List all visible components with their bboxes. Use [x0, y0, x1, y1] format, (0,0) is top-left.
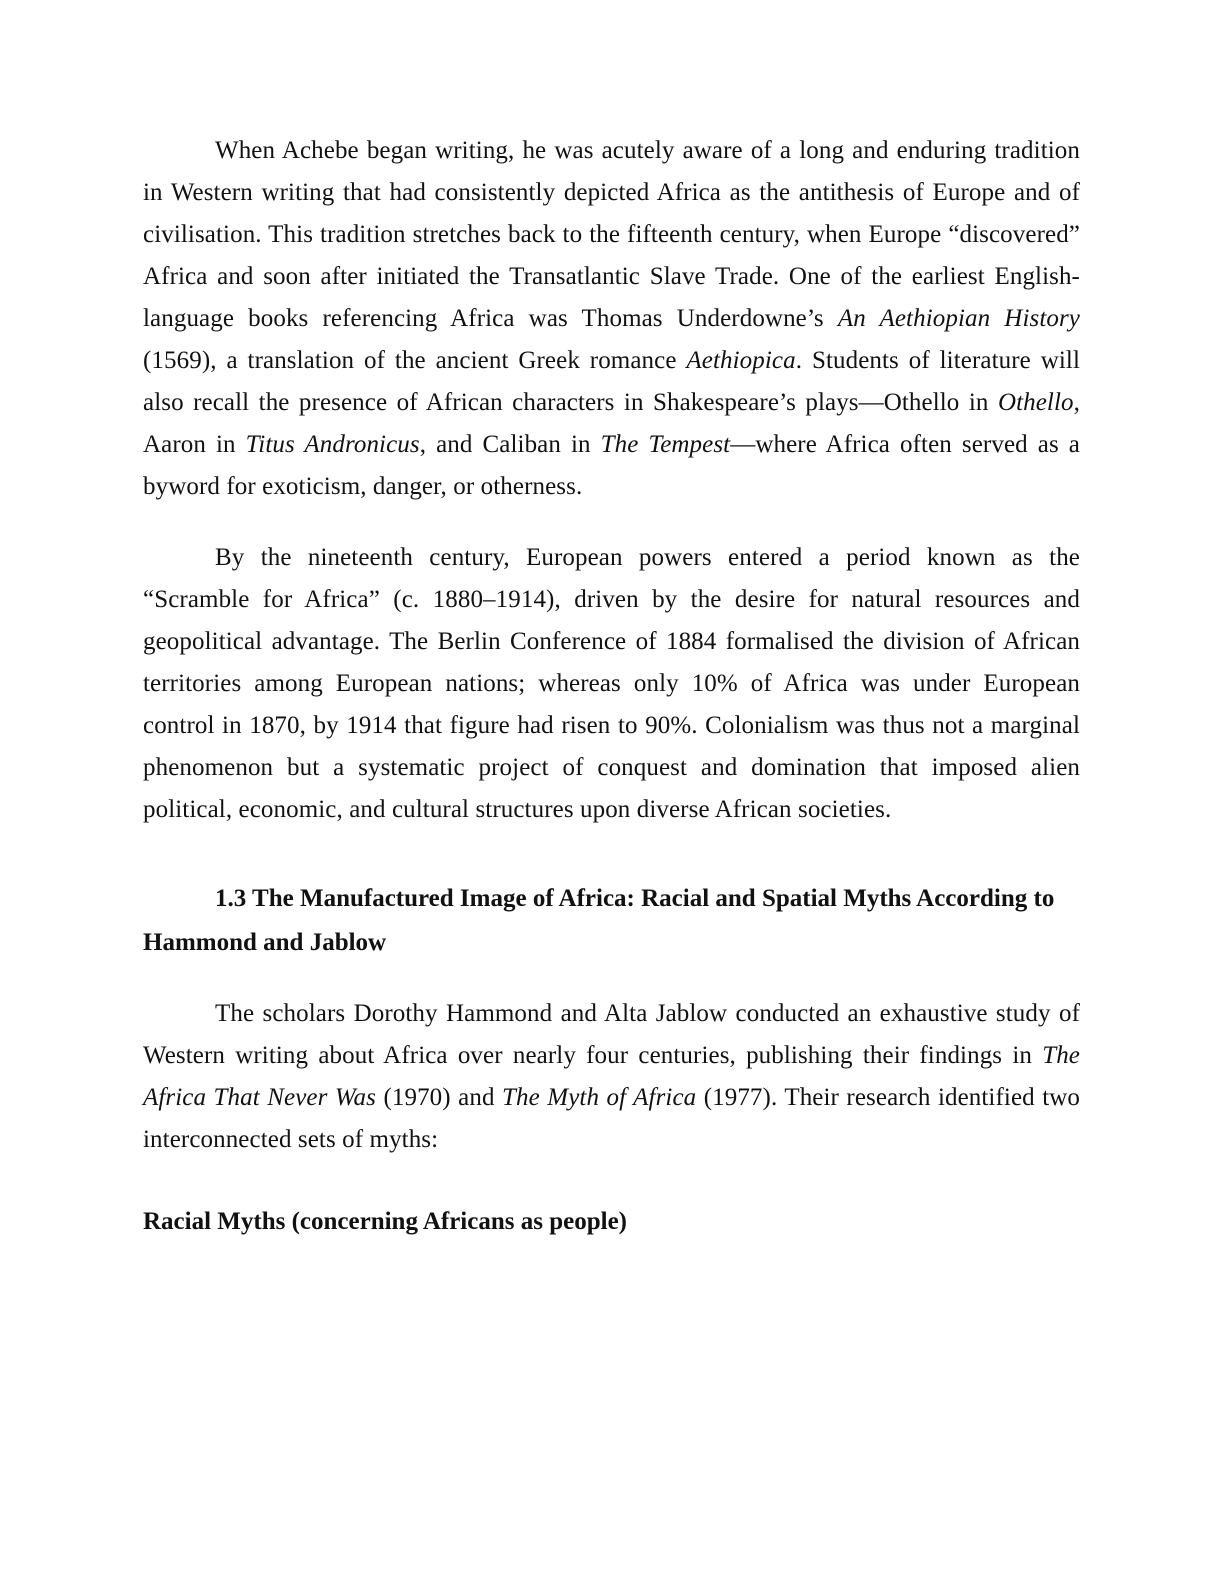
section-heading-1-3-manufactured-image: 1.3 The Manufactured Image of Africa: Racial and Spatial Myths According to Hammond and Jablow	[143, 885, 1055, 956]
paragraph-scramble-for-africa: By the nineteenth century, European powers entered a period known as the “Scramble for Africa” (c. 1880–1914), driven by the desire for natural resources and geopolitical advantage. The Berlin Conference of 1884 formalised the division of African territories among European nations; whereas only 10% of Africa was under European control in 1870, by 1914 that figure had risen to 90%. Colonialism was thus not a marginal phenomenon but a systematic project of conquest and domination that imposed alien political, economic, and cultural structures upon diverse African societies.	[143, 544, 1080, 823]
paragraph-achebe-western-tradition: When Achebe began writing, he was acutely aware of a long and enduring tradition in Western writing that had consistently depicted Africa as the antithesis of Europe and of civilisation. This tradition stretches back to the fifteenth century, when Europe “discovered” Africa and soon after initiated the Transatlantic Slave Trade. One of the earliest English-language books referencing Africa was Thomas Underdowne’s An Aethiopian History (1569), a translation of the ancient Greek romance Aethiopica. Students of literature will also recall the presence of African characters in Shakespeare’s plays—Othello in Othello, Aaron in Titus Andronicus, and Caliban in The Tempest—where Africa often served as a byword for exoticism, danger, or otherness.	[143, 137, 1081, 500]
subheading-racial-myths: Racial Myths (concerning Africans as people)	[143, 1208, 627, 1235]
paragraph-hammond-jablow-study: The scholars Dorothy Hammond and Alta Jablow conducted an exhaustive study of Western writing about Africa over nearly four centuries, publishing their findings in The Africa That Never Was (1970) and The Myth of Africa (1977). Their research identified two interconnected sets of myths:	[143, 1000, 1081, 1153]
